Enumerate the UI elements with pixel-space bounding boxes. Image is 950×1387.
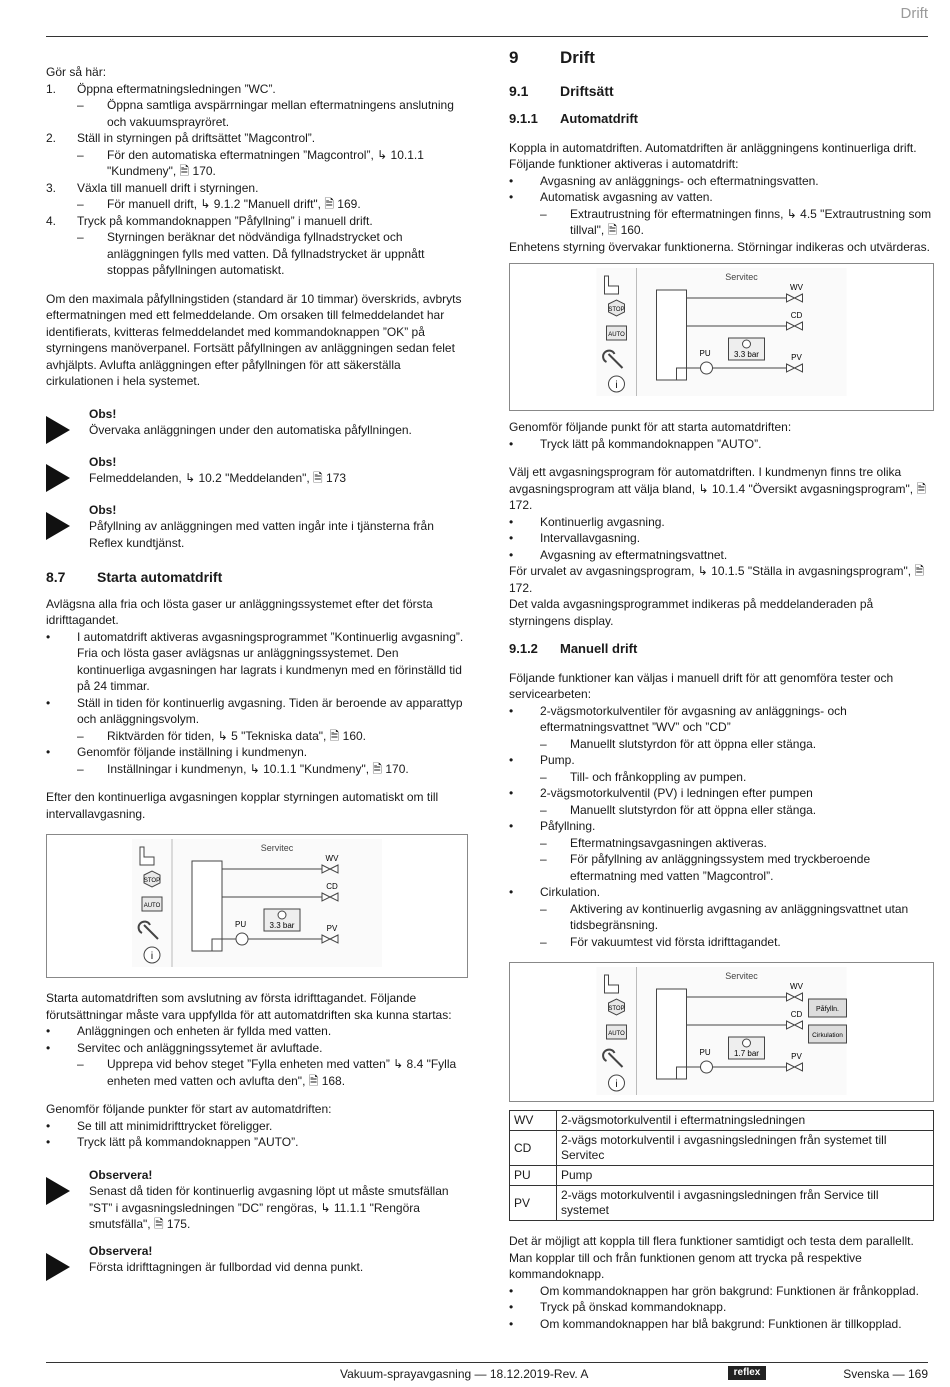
stop-label: STOP	[608, 1006, 625, 1012]
bullet-item	[509, 173, 934, 190]
gauge-icon	[278, 911, 286, 919]
note-arrow-icon	[46, 1243, 89, 1281]
sub-item	[509, 206, 934, 239]
step-item	[46, 180, 468, 197]
note-box	[46, 454, 468, 492]
sub-text: Styrningen beräknar det nödvändiga fyllnadstrycket och anläggningen fylls med vatten. Då fyllnadstrycket är uppnått stoppas påfyllningen automatiskt.	[107, 230, 425, 277]
section-number: 9.1	[509, 82, 529, 99]
sub-item	[46, 147, 468, 180]
paragraph: För urvalet av avgasningsprogram, ↳ 10.1.5 "Ställa in avgasningsprogram", 🗎 172.	[509, 564, 925, 595]
bullet-text: Om kommandoknappen har grön bakgrund: Funktionen är frånkopplad.	[540, 1283, 919, 1298]
dash-marker: –	[77, 147, 84, 162]
bullet-marker: •	[46, 695, 51, 710]
paragraph: Det valda avgasningsprogrammet indikeras på meddelanderaden på styrningens display.	[509, 597, 874, 628]
dash-marker: –	[540, 852, 547, 866]
fill-button-label: Påfylln.	[816, 1006, 839, 1013]
bullet-text: Avgasning av anläggnings- och eftermatningsvatten.	[540, 173, 819, 188]
chapter-title: Drift	[560, 48, 595, 67]
step-text: Tryck på kommandoknappen ”Påfyllning” i manuell drift.	[77, 213, 373, 228]
bullet-list	[509, 173, 934, 239]
step-number: 2.	[46, 131, 57, 145]
bullet-marker: •	[509, 703, 514, 718]
intro-text: Gör så här:	[46, 65, 107, 79]
dash-marker: –	[540, 901, 547, 916]
step-text: Ställ in styrningen på driftsättet ”Magcontrol”.	[77, 131, 316, 145]
bullet-list	[509, 436, 934, 453]
step-item	[46, 81, 468, 98]
figure-panel	[597, 268, 847, 396]
sub-text: För manuell drift, ↳ 9.1.2 "Manuell drift", 🗎 169.	[107, 197, 361, 211]
page-number: Svenska — 169	[843, 1367, 928, 1381]
subsection-title: Manuell drift	[560, 641, 638, 656]
footer-title: Vakuum-sprayavgasning — 18.12.2019-Rev. A	[340, 1367, 589, 1381]
bullet-text: Cirkulation.	[540, 885, 601, 899]
paragraph: Följande funktioner kan väljas i manuell drift för att genomföra tester och servicearbeten:	[509, 670, 894, 701]
note-list	[46, 406, 468, 552]
triangle-icon	[46, 1253, 70, 1281]
note-arrow-icon	[46, 406, 89, 444]
bullet-text: Avgasning av eftermatningsvattnet.	[540, 547, 728, 562]
sub-text: Upprepa vid behov steget ”Fylla enheten med vatten” ↳ 8.4 "Fylla enheten med vatten och avlufta den", 🗎 168.	[107, 1057, 457, 1088]
bullet-marker: •	[509, 190, 514, 204]
legend-key: CD	[510, 1131, 557, 1166]
bullet-item	[509, 1299, 934, 1316]
legend-table	[509, 1110, 934, 1221]
paragraph: Starta automatdriften som avslutning av första idrifttagandet. Följande förutsättningar måste vara uppfyllda för att automatdriften ska kunna startas:	[46, 991, 452, 1022]
paragraph: Välj ett avgasningsprogram för automatdriften. I kundmenyn finns tre olika avgasningsprogram att välja bland, ↳ 10.1.4 "Översikt avgasningsprogram", 🗎 172.	[509, 465, 927, 512]
sub-item	[509, 901, 934, 934]
paragraph: Koppla in automatdriften. Automatdriften är anläggningens kontinuerliga drift.	[509, 140, 917, 155]
bullet-text: Om kommandoknappen har blå bakgrund: Funktionen är tillkopplad.	[540, 1316, 902, 1331]
paragraph: Genomför följande punkter för start av automatdriften:	[46, 1102, 332, 1116]
pv-label: PV	[326, 924, 338, 933]
note-box	[46, 502, 468, 552]
bullet-item	[46, 1134, 468, 1151]
triangle-icon	[46, 1177, 70, 1205]
paragraph: Efter den kontinuerliga avgasningen kopplar styrningen automatiskt om till intervallavgasning.	[46, 790, 439, 821]
left-column	[46, 64, 468, 1291]
svg-text:i: i	[615, 1079, 618, 1090]
note-body	[89, 406, 412, 444]
figure-title: Servitec	[725, 971, 758, 981]
bullet-item	[509, 1283, 934, 1300]
bullet-text: Intervallavgasning.	[540, 531, 641, 545]
triangle-icon	[46, 512, 70, 540]
legend-key: PV	[510, 1186, 557, 1221]
pump-icon	[701, 1061, 713, 1073]
pu-label: PU	[699, 1048, 711, 1057]
bullet-item	[509, 884, 934, 901]
note-box	[46, 1243, 468, 1281]
bullet-marker: •	[509, 547, 514, 562]
dash-marker: –	[540, 934, 547, 949]
bullet-marker: •	[509, 786, 514, 800]
paragraph: Enhetens styrning övervakar funktionerna. Störningar indikeras och utvärderas.	[509, 239, 930, 254]
pv-label: PV	[791, 1052, 802, 1061]
figure-title: Servitec	[725, 272, 758, 282]
note-title: Observera!	[89, 1243, 153, 1258]
bullet-text: 2-vägsmotorkulventil (PV) i ledningen efter pumpen	[540, 786, 813, 800]
info-icon	[609, 1075, 625, 1091]
bullet-marker: •	[46, 745, 51, 759]
note-text: Påfyllning av anläggningen med vatten ingår inte i tjänsterna från Reflex kundtjänst.	[89, 519, 434, 550]
bullet-marker: •	[46, 1040, 51, 1055]
auto-label: AUTO	[608, 1031, 625, 1037]
dash-marker: –	[77, 230, 84, 244]
paragraph: Följande funktioner aktiveras i automatdrift:	[509, 157, 739, 171]
svg-text:i: i	[615, 380, 618, 391]
bullet-text: Anläggningen och enheten är fyllda med vatten.	[77, 1024, 332, 1038]
note-text: Övervaka anläggningen under den automatiska påfyllningen.	[89, 423, 412, 437]
note-arrow-icon	[46, 454, 89, 492]
section-heading	[509, 83, 934, 100]
note-text: Senast då tiden för kontinuerlig avgasning löpt ut måste smutsfällan ”ST” i avgasningsledningen ”DC” rengöras, ↳ 11.1.1 "Rengöra smutsfälla", 🗎 175.	[89, 1184, 449, 1231]
section-heading	[46, 569, 468, 586]
bullet-item	[509, 1316, 934, 1333]
bullet-item	[509, 436, 934, 453]
note-text: Första idrifttagningen är fullbordad vid denna punkt.	[89, 1260, 364, 1274]
servitec-figure	[46, 834, 468, 978]
servitec-figure	[509, 962, 934, 1102]
tank-shape	[192, 861, 222, 951]
bullet-text: Tryck lätt på kommandoknappen ”AUTO”.	[77, 1135, 299, 1149]
subsection-title: Automatdrift	[560, 111, 638, 126]
pu-label: PU	[699, 349, 711, 358]
note-body	[89, 1167, 468, 1233]
bullet-item	[509, 547, 934, 564]
sub-item	[46, 761, 468, 778]
subsection-heading	[509, 641, 934, 658]
legend-row	[510, 1131, 934, 1166]
bullet-marker: •	[509, 819, 514, 833]
header-rule	[46, 36, 928, 37]
sub-text: Manuellt slutstyrdon för att öppna eller stänga.	[570, 802, 817, 817]
bullet-text: Påfyllning.	[540, 819, 596, 833]
step-number: 1.	[46, 81, 57, 96]
step-item	[46, 213, 468, 230]
wv-label: WV	[790, 982, 803, 991]
note-body	[89, 502, 468, 552]
stop-label: STOP	[608, 307, 625, 313]
sub-item	[46, 1056, 468, 1089]
dash-marker: –	[540, 802, 547, 817]
pv-label: PV	[791, 353, 802, 362]
note-title: Obs!	[89, 502, 117, 517]
dash-marker: –	[77, 197, 84, 211]
bullet-item	[509, 703, 934, 736]
sub-item	[509, 802, 934, 819]
sub-item	[509, 934, 934, 951]
reflex-logo: reflex	[728, 1366, 766, 1380]
tank-shape	[657, 989, 687, 1079]
bullet-list	[46, 1118, 468, 1151]
triangle-icon	[46, 416, 70, 444]
right-column	[509, 50, 934, 1332]
pu-label: PU	[235, 920, 247, 929]
wv-label: WV	[325, 854, 339, 863]
paragraph: Om den maximala påfyllningstiden (standard är 10 timmar) överskrids, avbryts eftermatningen med ett felmeddelande. Om orsaken till felmeddelandet har identifierats, kvitteras felmeddelandet med kommandoknappen ”OK” på styrningens manöverpanel. Fortsätt påfyllningen av anläggningen sedan felet avhjälpts. Avlufta anläggningen efter påfyllningen för att säkerställa cirkulationen i hela systemet.	[46, 291, 462, 388]
dash-marker: –	[540, 835, 547, 850]
bullet-marker: •	[509, 1316, 514, 1331]
dash-marker: –	[540, 206, 547, 221]
subsection-heading	[509, 111, 934, 128]
bullet-marker: •	[46, 1118, 51, 1133]
bullet-marker: •	[46, 1135, 51, 1149]
section-number: 8.7	[46, 569, 66, 585]
sub-text: Eftermatningsavgasningen aktiveras.	[570, 835, 767, 850]
stop-label: STOP	[143, 878, 161, 884]
step-number: 4.	[46, 213, 57, 228]
legend-row	[510, 1166, 934, 1186]
bullet-list	[509, 1283, 934, 1333]
info-icon	[609, 376, 625, 392]
step-list	[46, 81, 468, 279]
sub-item	[509, 851, 934, 884]
bullet-marker: •	[46, 1024, 51, 1038]
bullet-item	[46, 1023, 468, 1040]
bullet-text: Tryck lätt på kommandoknappen ”AUTO”.	[540, 436, 762, 451]
pressure-value: 3.3 bar	[734, 350, 759, 359]
bullet-marker: •	[46, 629, 51, 644]
step-text: Öppna eftermatningsledningen ”WC”.	[77, 81, 276, 96]
dash-marker: –	[77, 728, 84, 743]
bullet-list	[509, 703, 934, 951]
legend-row	[510, 1186, 934, 1221]
bullet-item	[46, 629, 468, 695]
bullet-marker: •	[509, 514, 514, 529]
sub-text: Extrautrustning för eftermatningen finns, ↳ 4.5 "Extrautrustning som tillval", 🗎 160.	[570, 206, 932, 237]
gauge-icon	[743, 1039, 751, 1047]
svg-text:i: i	[150, 951, 154, 962]
wv-label: WV	[790, 283, 803, 292]
sub-text: Till- och frånkoppling av pumpen.	[570, 769, 747, 784]
note-body	[89, 1243, 363, 1281]
dash-marker: –	[77, 761, 84, 776]
bullet-item	[46, 1118, 468, 1135]
sub-text: Öppna samtliga avspärrningar mellan eftermatningens anslutning och vakuumsprayröret.	[107, 98, 454, 129]
note-box	[46, 406, 468, 444]
dash-marker: –	[540, 769, 547, 784]
note-list	[46, 1167, 468, 1281]
bullet-item	[509, 818, 934, 835]
sub-text: För vakuumtest vid första idrifttagandet.	[570, 934, 781, 949]
sub-item	[509, 736, 934, 753]
bullet-item	[509, 785, 934, 802]
sub-item	[46, 229, 468, 279]
info-icon	[144, 947, 160, 963]
servitec-figure	[509, 263, 934, 411]
bullet-text: Kontinuerlig avgasning.	[540, 514, 665, 529]
sub-text: Manuellt slutstyrdon för att öppna eller stänga.	[570, 736, 817, 751]
bullet-text: Pump.	[540, 753, 575, 767]
legend-value: 2-vägs motorkulventil i avgasningsledningen från systemet till Servitec	[557, 1131, 934, 1166]
sub-item	[46, 196, 468, 213]
bullet-item	[46, 744, 468, 761]
paragraph: Genomför följande punkt för att starta automatdriften:	[509, 420, 792, 434]
sub-text: Inställningar i kundmenyn, ↳ 10.1.1 "Kundmeny", 🗎 170.	[107, 761, 409, 776]
bullet-marker: •	[509, 1300, 514, 1314]
bullet-item	[509, 189, 934, 206]
sub-item	[509, 835, 934, 852]
chapter-number: 9	[509, 48, 519, 67]
figure-panel	[132, 839, 382, 967]
bullet-list	[46, 629, 468, 778]
legend-value: 2-vägs motorkulventil i avgasningsledningen från Service till systemet	[557, 1186, 934, 1221]
bullet-item	[46, 1040, 468, 1057]
bullet-text: Genomför följande inställning i kundmenyn.	[77, 745, 308, 759]
legend-key: PU	[510, 1166, 557, 1186]
dash-marker: –	[77, 98, 84, 112]
chapter-heading	[509, 50, 934, 67]
cd-label: CD	[326, 882, 338, 891]
sub-item	[46, 97, 468, 130]
bullet-text: Tryck på önskad kommandoknapp.	[540, 1300, 727, 1314]
step-number: 3.	[46, 180, 57, 195]
pressure-value: 1.7 bar	[734, 1049, 759, 1058]
bullet-marker: •	[509, 753, 514, 767]
bullet-text: Automatisk avgasning av vatten.	[540, 190, 713, 204]
bullet-text: Se till att minimidrifttrycket föreligger.	[77, 1118, 273, 1133]
note-text: Felmeddelanden, ↳ 10.2 "Meddelanden", 🗎 173	[89, 471, 347, 485]
bullet-marker: •	[509, 1283, 514, 1298]
note-title: Obs!	[89, 406, 117, 421]
bullet-list	[509, 514, 934, 564]
bullet-marker: •	[509, 885, 514, 899]
sub-text: För påfyllning av anläggningssystem med tryckberoende eftermatning med vatten ”Magcontrol”.	[570, 852, 871, 883]
legend-key: WV	[510, 1111, 557, 1131]
auto-label: AUTO	[608, 332, 625, 338]
bullet-item	[509, 752, 934, 769]
section-title: Driftsätt	[560, 82, 614, 99]
subsection-number: 9.1.2	[509, 641, 538, 656]
circulation-button-label: Cirkulation	[812, 1032, 843, 1039]
cd-label: CD	[790, 311, 803, 320]
bullet-item	[509, 530, 934, 547]
paragraph: Avlägsna alla fria och lösta gaser ur anläggningssystemet efter det första idrifttagandet.	[46, 596, 433, 627]
bullet-text: I automatdrift aktiveras avgasningsprogrammet ”Kontinuerlig avgasning”. Fria och lösta gaser avlägsnas ur anläggningssystemet. Den kontinuerliga avgasningen har lagrats i kundmenyn med en förinställd tid på 24 timmar.	[77, 629, 464, 693]
subsection-number: 9.1.1	[509, 111, 538, 126]
gauge-icon	[743, 340, 751, 348]
cd-label: CD	[790, 1010, 803, 1019]
dash-marker: –	[540, 736, 547, 751]
note-title: Obs!	[89, 454, 117, 469]
note-arrow-icon	[46, 1167, 89, 1233]
pressure-value: 3.3 bar	[269, 921, 295, 930]
bullet-item	[46, 695, 468, 728]
footer-rule	[46, 1362, 928, 1363]
note-body	[89, 454, 346, 492]
bullet-text: 2-vägsmotorkulventiler för avgasning av anläggnings- och eftermatningsvattnet ”WV” och ”CD”	[540, 703, 847, 734]
bullet-text: Servitec och anläggningssytemet är avluftade.	[77, 1040, 323, 1055]
sub-item	[509, 769, 934, 786]
auto-label: AUTO	[143, 903, 161, 909]
pump-icon	[701, 362, 713, 374]
bullet-text: Ställ in tiden för kontinuerlig avgasning. Tiden är beroende av apparattyp och anläggningsvolym.	[77, 695, 463, 726]
bullet-list	[46, 1023, 468, 1089]
dash-marker: –	[77, 1057, 84, 1071]
running-header: Drift	[900, 5, 928, 22]
sub-text: Aktivering av kontinuerlig avgasning av anläggningsvattnet utan tidsbegränsning.	[570, 901, 909, 932]
legend-row	[510, 1111, 934, 1131]
bullet-marker: •	[509, 436, 514, 451]
sub-text: Riktvärden för tiden, ↳ 5 "Tekniska data", 🗎 160.	[107, 728, 367, 743]
figure-title: Servitec	[260, 843, 294, 853]
paragraph: Det är möjligt att koppla till flera funktioner samtidigt och testa dem parallellt. Man kopplar till och från funktionen genom att trycka på respektive kommandoknapp.	[509, 1234, 914, 1281]
section-title: Starta automatdrift	[97, 569, 223, 585]
legend-value: Pump	[557, 1166, 934, 1186]
note-box	[46, 1167, 468, 1233]
bullet-item	[509, 514, 934, 531]
step-text: Växla till manuell drift i styrningen.	[77, 180, 259, 195]
note-title: Observera!	[89, 1167, 153, 1182]
note-arrow-icon	[46, 502, 89, 552]
legend-value: 2-vägsmotorkulventil i eftermatningsledningen	[557, 1111, 934, 1131]
triangle-icon	[46, 464, 70, 492]
tank-shape	[657, 290, 687, 380]
step-item	[46, 130, 468, 147]
sub-item	[46, 728, 468, 745]
pump-icon	[236, 933, 248, 945]
bullet-marker: •	[509, 531, 514, 545]
bullet-marker: •	[509, 173, 514, 188]
sub-text: För den automatiska eftermatningen ”Magcontrol”, ↳ 10.1.1 "Kundmeny", 🗎 170.	[107, 147, 424, 178]
